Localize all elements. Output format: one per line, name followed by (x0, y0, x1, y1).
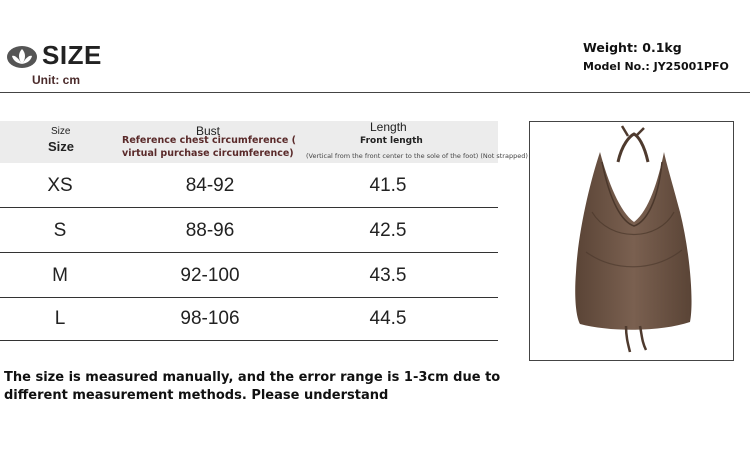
size-cell: M (52, 265, 68, 286)
measurement-note: The size is measured manually, and the error range is 1-3cm due to different measurement methods. Please understand (4, 370, 501, 403)
size-cell: XS (47, 175, 73, 196)
row-divider (0, 340, 498, 341)
size-cell: L (54, 308, 66, 329)
header-front-length: Front length (360, 136, 423, 146)
bust-cell: 88-96 (185, 220, 235, 241)
header-length: Length (370, 120, 407, 134)
bust-cell: 92-100 (180, 265, 240, 286)
weight-label: Weight: 0.1kg (583, 40, 682, 55)
table-row (0, 165, 498, 208)
lotus-logo-icon (6, 44, 38, 70)
product-photo (529, 121, 734, 361)
table-row (0, 210, 498, 253)
size-title: SIZE (42, 40, 102, 70)
header-divider (0, 92, 750, 93)
header-length-note: (Vertical from the front center to the sole of the foot) (Not strapped) (306, 152, 528, 160)
length-cell: 42.5 (369, 220, 407, 241)
length-cell: 44.5 (369, 308, 407, 329)
header-bust-note: Reference chest circumference ( virtual purchase circumference) (122, 135, 297, 159)
unit-label: Unit: cm (32, 73, 80, 87)
row-divider (0, 207, 498, 208)
model-number-label: Model No.: JY25001PFO (583, 60, 729, 73)
halter-top-image (530, 122, 733, 360)
header-bust: Bust (196, 124, 221, 138)
table-row (0, 255, 498, 298)
bust-cell: 98-106 (180, 308, 240, 329)
size-cell: S (53, 220, 67, 241)
header-size-bold: Size (48, 139, 75, 154)
header-size-small: Size (51, 126, 71, 137)
bust-cell: 84-92 (185, 175, 235, 196)
row-divider (0, 252, 498, 253)
table-row (0, 298, 498, 341)
length-cell: 43.5 (369, 265, 407, 286)
length-cell: 41.5 (369, 175, 407, 196)
